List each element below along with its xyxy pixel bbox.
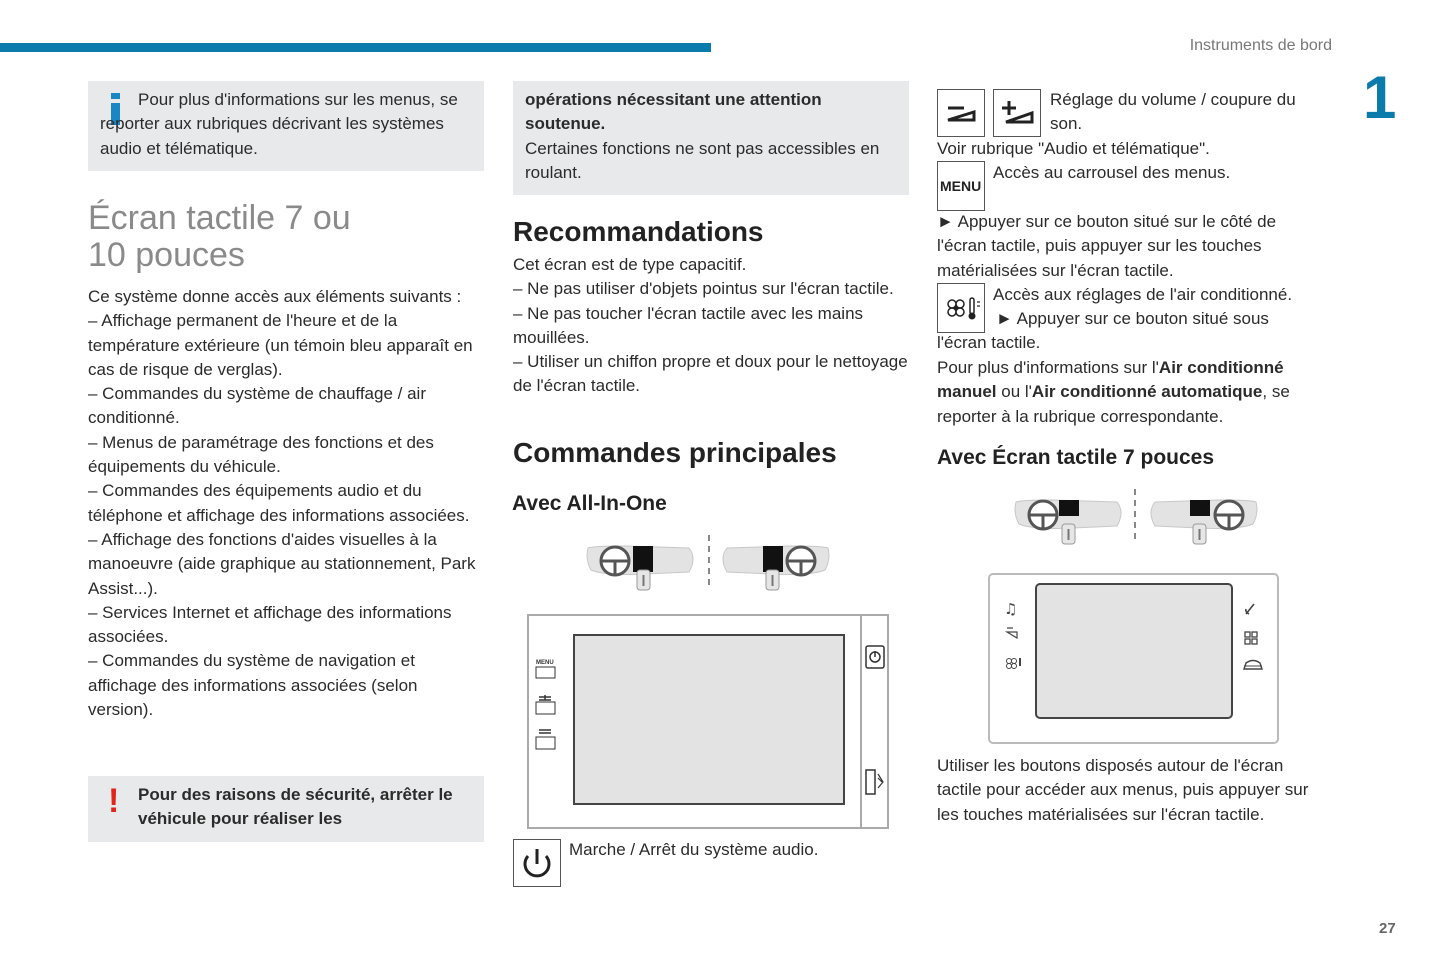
- seven-inch-heading: Avec Écran tactile 7 pouces: [937, 446, 1215, 469]
- info-note-text: Pour plus d'informations sur les menus, se reporter aux rubriques décrivant les systèmes audio et télématique.: [100, 90, 458, 158]
- warning-icon: !: [108, 782, 120, 820]
- warning-text: Pour des raisons de sécurité, arrêter le véhicule pour réaliser les: [138, 785, 453, 829]
- power-button-icon-box: [513, 839, 561, 887]
- menu-step-line2: l'écran tactile, puis appuyer sur les touches: [937, 236, 1262, 256]
- recommendations-heading: Recommandations: [513, 216, 764, 247]
- warning-continued-box: [513, 81, 909, 195]
- all-in-one-screen-diagram: [527, 614, 891, 830]
- volume-down-icon: [938, 90, 984, 136]
- list-item: – Menus de paramétrage des fonctions et des équipements du véhicule.: [88, 432, 434, 477]
- diagram-menu-label: MENU: [536, 660, 554, 666]
- menu-button-icon-box: [937, 161, 985, 211]
- warning-box: [88, 776, 484, 842]
- fan-temperature-icon: [938, 284, 984, 332]
- main-controls-heading: Commandes principales: [513, 437, 837, 468]
- air-conditioning-icon-box: [937, 283, 985, 333]
- info-note-box: [88, 81, 484, 171]
- rec-intro: Cet écran est de type capacitif.: [513, 255, 747, 274]
- menu-description: Accès au carrousel des menus.: [993, 163, 1231, 182]
- volume-text-line2: son.: [1050, 114, 1083, 134]
- list-item: – Affichage permanent de l'heure et de la température extérieure (un témoin bleu apparaît en cas de risque de verglas).: [88, 311, 473, 379]
- list-item: – Commandes du système de navigation et affichage des informations associées (selon version).: [88, 651, 418, 720]
- power-icon: [514, 840, 560, 886]
- section-title: Instruments de bord: [1189, 37, 1332, 54]
- warning-continued-text: Certaines fonctions ne sont pas accessibles en roulant.: [525, 138, 880, 182]
- recommendations-text: [513, 253, 909, 399]
- ac-description: Accès aux réglages de l'air conditionné.: [993, 285, 1293, 304]
- intro-text: Ce système donne accès aux éléments suivants :: [88, 287, 462, 306]
- list-item: – Commandes du système de chauffage / air conditionné.: [88, 384, 426, 428]
- volume-down-icon-box: [937, 89, 985, 137]
- volume-up-icon-box: [993, 89, 1041, 137]
- list-item: – Services Internet et affichage des informations associées.: [88, 602, 452, 647]
- warning-continued-bold: opérations nécessitant une attention soutenue.: [525, 90, 822, 134]
- menu-step-line1: ► Appuyer sur ce bouton situé sur le côté de: [937, 212, 1277, 231]
- steering-position-diagram-7inch: [1013, 486, 1259, 548]
- volume-up-icon: [994, 90, 1040, 136]
- page-title-line2: 10 pouces: [88, 236, 245, 274]
- svg-text:♫: ♫: [1004, 600, 1018, 618]
- header-accent-bar: [0, 43, 711, 52]
- volume-text-line1: Réglage du volume / coupure du: [1050, 90, 1296, 109]
- steering-position-diagram: [585, 532, 831, 594]
- list-item: – Ne pas utiliser d'objets pointus sur l'écran tactile.: [513, 279, 894, 299]
- all-in-one-heading: Avec All-In-One: [512, 492, 667, 515]
- list-item: – Utiliser un chiffon propre et doux pour le nettoyage de l'écran tactile.: [513, 352, 908, 396]
- menu-step-line3: matérialisées sur l'écran tactile.: [937, 260, 1174, 280]
- list-item: – Affichage des fonctions d'aides visuelles à la manoeuvre (aide graphique au stationnement, Park Assist...).: [88, 529, 476, 598]
- intro-section: [88, 285, 486, 722]
- seven-inch-screen-diagram: [987, 572, 1281, 746]
- ac-step-line2: l'écran tactile.: [937, 333, 1041, 352]
- power-caption: Marche / Arrêt du système audio.: [569, 840, 819, 859]
- list-item: – Ne pas toucher l'écran tactile avec les mains mouillées.: [513, 303, 864, 347]
- seven-inch-description: Utiliser les boutons disposés autour de l'écran tactile pour accéder aux menus, puis appuyer sur les touches matérialisées sur l'écran tactile.: [937, 756, 1309, 824]
- menu-icon-label: MENU: [940, 178, 982, 194]
- page-number: 27: [1379, 920, 1396, 937]
- ac-step-line1: ► Appuyer sur ce bouton situé sous: [996, 309, 1269, 328]
- volume-see-also: Voir rubrique "Audio et télématique".: [937, 139, 1210, 158]
- page-title-line1: Écran tactile 7 ou: [88, 199, 351, 237]
- chapter-number: 1: [1363, 64, 1397, 131]
- page-title: [88, 200, 468, 274]
- list-item: – Commandes des équipements audio et du téléphone et affichage des informations associées.: [88, 481, 470, 525]
